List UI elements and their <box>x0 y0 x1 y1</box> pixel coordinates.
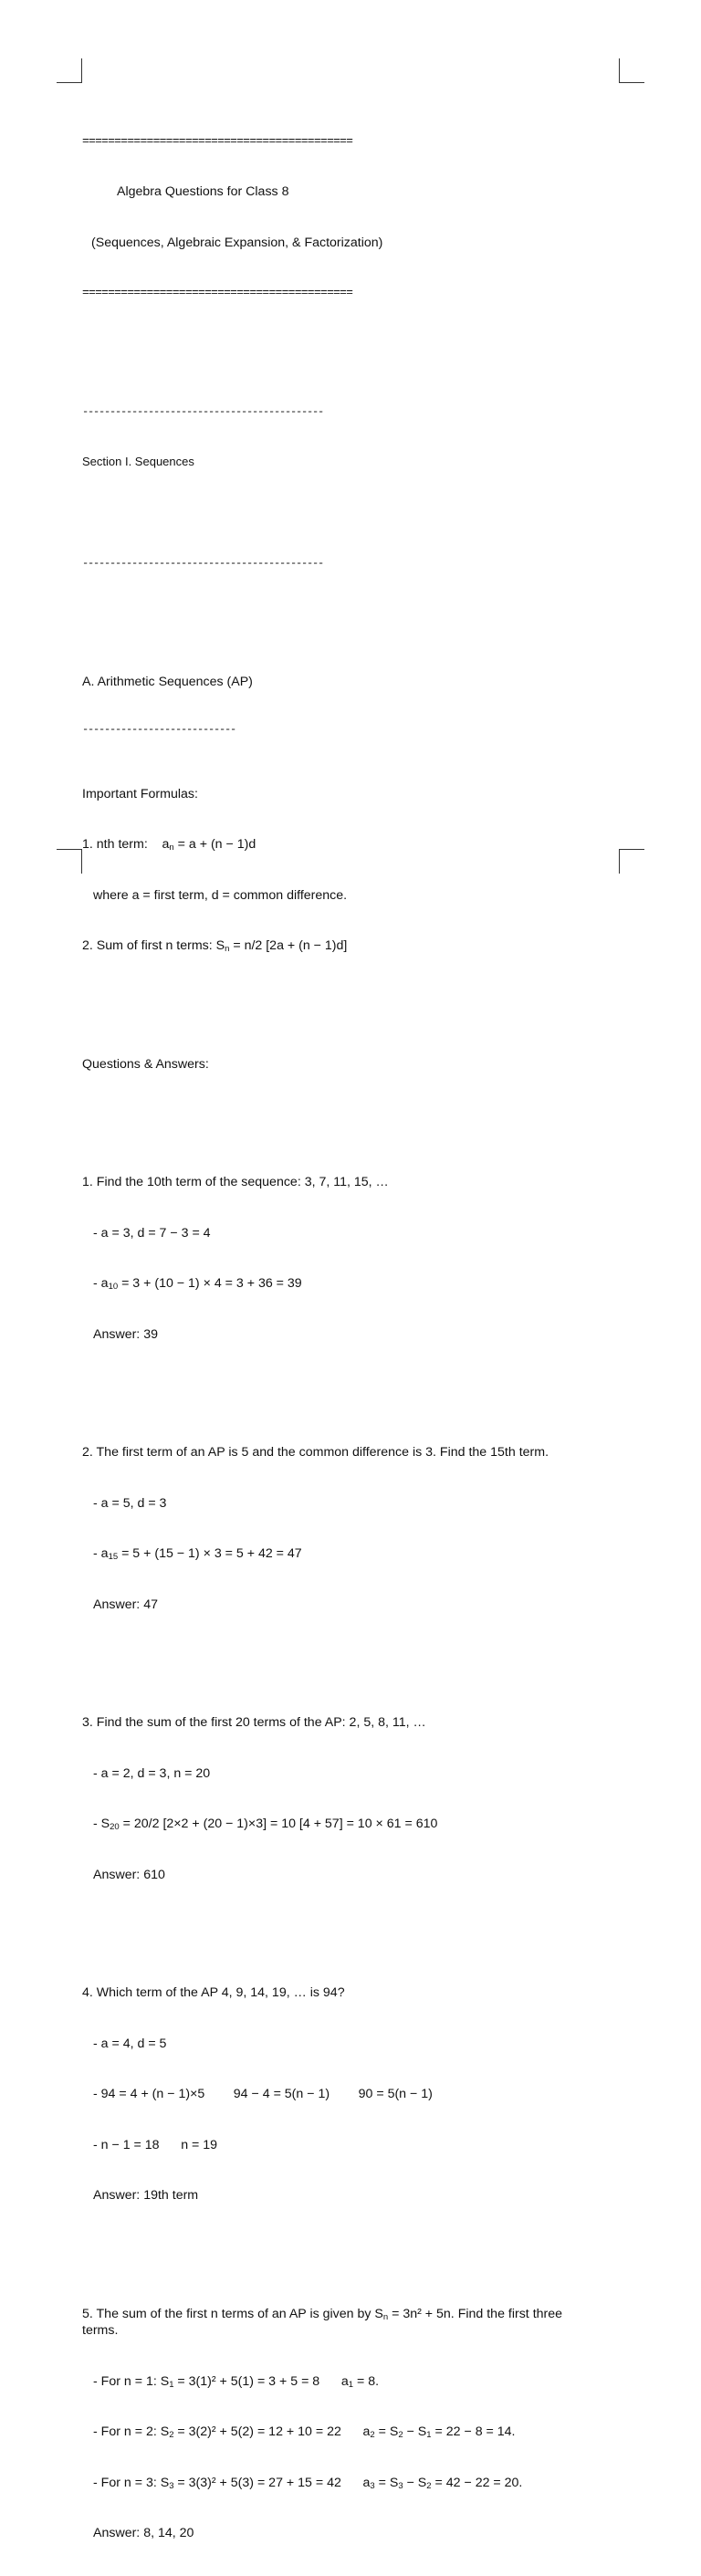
formula-where: where a = first term, d = common difference. <box>93 887 348 903</box>
section-rule-bottom: -------------------------------------------- <box>82 557 324 570</box>
section-rule-top: -------------------------------------------- <box>82 404 324 418</box>
formulas-title: Important Formulas: <box>82 786 198 801</box>
q4-question: 4. Which term of the AP 4, 9, 14, 19, … is 94? <box>82 1985 345 2000</box>
q2-answer: Answer: 47 <box>93 1597 158 1612</box>
q5-step-1: - For n = 1: $S_1 = 3(1)^2 + 5(1) = 3 + 5 = 8$ $a_1 = 8$. <box>93 2373 380 2390</box>
q5-step-3: - For n = 3: $S_3 = 3(3)^2 + 5(3) = 27 + 15 = 42$ $a_3 = S_3 - S_2 = 42 - 22 = 20$. <box>93 2475 523 2491</box>
crop-mark-top-left-v <box>81 58 82 83</box>
q3-answer: Answer: 610 <box>93 1867 165 1882</box>
q1-step-1: - a = 3, d = 7 − 3 = 4 <box>93 1225 211 1241</box>
q1-question: 1. Find the 10th term of the sequence: 3, 7, 11, 15, … <box>82 1175 389 1189</box>
crop-mark-bottom-left-h <box>57 849 82 850</box>
document-page <box>82 82 630 2576</box>
document-title: Algebra Questions for Class 8 <box>117 184 289 199</box>
q1-answer: Answer: 39 <box>93 1326 158 1342</box>
subsection-title: A. Arithmetic Sequences (AP) <box>82 674 253 689</box>
formula-nth-term: 1. nth term: $a_n = a + (n - 1)d$ <box>82 837 256 853</box>
document-subtitle: (Sequences, Algebraic Expansion, & Factorization) <box>91 235 383 250</box>
q2-question: 2. The first term of an AP is 5 and the common difference is 3. Find the 15th term. <box>82 1445 549 1460</box>
q4-step-2: - 94 = 4 + (n − 1)×5 94 − 4 = 5(n − 1) 90 = 5(n − 1) <box>93 2087 433 2101</box>
formula-sum: 2. Sum of first n terms: $S_n = n/2$ [2a + (n − 1)d] <box>82 938 348 954</box>
q3-step-1: - a = 2, d = 3, n = 20 <box>93 1765 211 1781</box>
qa-title: Questions & Answers: <box>82 1056 209 1072</box>
header-rule-top: ========================================== <box>82 133 353 148</box>
q2-step-2: - $a_{15} = 5 + (15 - 1) \times 3 = 5 + 42 = 47$ <box>93 1546 302 1562</box>
q5-question: 5. The sum of the first n terms of an AP is given by $S_n = 3n^2 + 5n$. Find the first three terms. <box>82 2306 563 2338</box>
q5-answer: Answer: 8, 14, 20 <box>93 2526 194 2540</box>
q5-step-2: - For n = 2: $S_2 = 3(2)^2 + 5(2) = 12 + 10 = 22$ $a_2 = S_2 - S_1 = 22 - 8 = 14$. <box>93 2424 516 2440</box>
q4-step-3: - n − 1 = 18 n = 19 <box>93 2137 218 2152</box>
crop-mark-top-left-h <box>57 82 82 83</box>
header-rule-bottom: ========================================== <box>82 286 353 299</box>
q2-step-1: - a = 5, d = 3 <box>93 1495 167 1511</box>
crop-mark-top-right-v <box>619 58 620 83</box>
q4-answer: Answer: 19th term <box>93 2188 199 2203</box>
section-title: Section I. Sequences <box>82 455 194 468</box>
q4-step-1: - a = 4, d = 5 <box>93 2036 167 2051</box>
q3-step-2: - $S_{20} = 20/2$ [2×2 + (20 − 1)×3] = 10 [4 + 57] = 10 × 61 = 610 <box>93 1817 438 1832</box>
q1-step-2: - $a_{10} = 3 + (10 - 1) \times 4 = 3 + 36 = 39$ <box>93 1276 302 1292</box>
subsection-rule: ---------------------------- <box>82 723 236 736</box>
q3-question: 3. Find the sum of the first 20 terms of the AP: 2, 5, 8, 11, … <box>82 1715 426 1730</box>
